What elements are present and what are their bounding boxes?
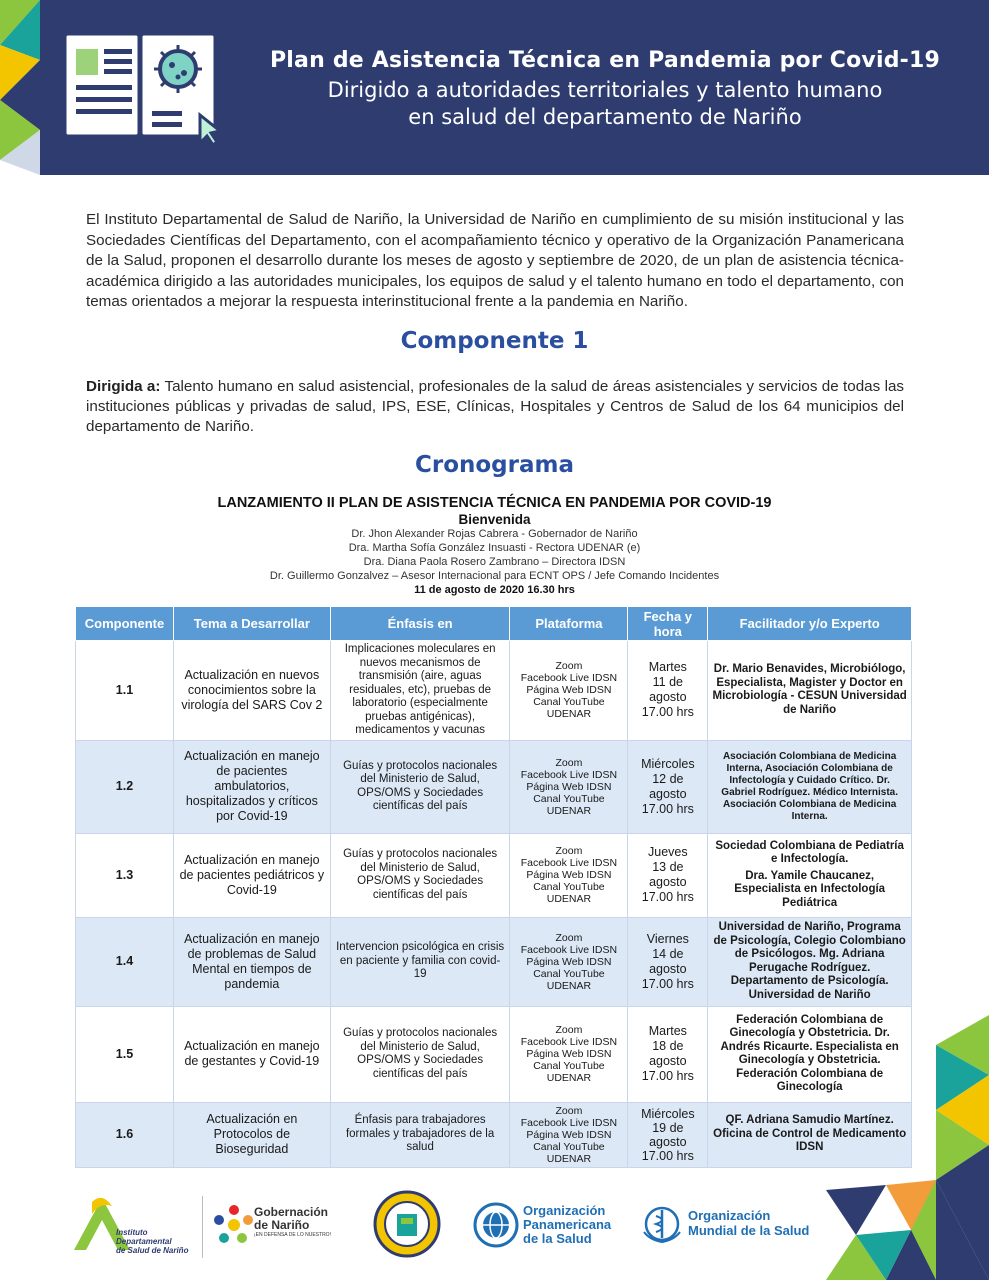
- fecha-hour: 17.00 hrs: [641, 801, 694, 816]
- table-row: [76, 1006, 912, 1102]
- fecha-month: agosto: [649, 1134, 687, 1149]
- platform-youtube: Canal YouTube: [533, 792, 605, 805]
- cell-componente: 1.5: [76, 1006, 174, 1102]
- cell-enfasis: Guías y protocolos nacionales del Ministerio de Salud, OPS/OMS y Sociedades científicas del país: [330, 1006, 510, 1102]
- platform-youtube: Canal YouTube: [533, 1060, 605, 1072]
- header-facilitador: Facilitador y/o Experto: [708, 607, 912, 641]
- header-plataforma: Plataforma: [510, 607, 628, 641]
- cell-enfasis: Énfasis para trabajadores formales y trabajadores de la salud: [330, 1102, 510, 1167]
- cell-facilitador: QF. Adriana Samudio Martínez. Oficina de Control de Medicamento IDSN: [708, 1102, 912, 1167]
- cell-plataforma: [510, 1102, 628, 1167]
- fecha-month: agosto: [649, 690, 687, 705]
- platform-web: Página Web IDSN: [526, 1128, 612, 1141]
- oms-emblem-icon: [640, 1204, 684, 1244]
- launch-title: LANZAMIENTO II PLAN DE ASISTENCIA TÉCNICA EN PANDEMIA POR COVID-19: [217, 495, 772, 511]
- fecha-day: Martes: [648, 1024, 687, 1038]
- cell-componente: 1.2: [76, 740, 174, 833]
- platform-web: Página Web IDSN: [526, 684, 612, 697]
- cell-tema: Actualización en nuevos conocimientos sobre la virología del SARS Cov 2: [173, 641, 330, 741]
- facilitador-org: Sociedad Colombiana de Pediatría e Infectología.: [715, 839, 904, 866]
- header-subtitle-1: Dirigido a autoridades territoriales y talento humano: [327, 78, 883, 102]
- document-virus-icon: [60, 25, 220, 145]
- platform-youtube: Canal YouTube: [533, 696, 605, 709]
- platform-youtube: Canal YouTube: [533, 1140, 605, 1153]
- ops-line1: Organización: [523, 1203, 606, 1218]
- logo-idsn: [72, 1190, 197, 1265]
- cell-plataforma: [510, 1006, 628, 1102]
- logo-oms: [640, 1204, 810, 1248]
- cell-enfasis: Intervencion psicológica en crisis en paciente y familia con covid-19: [330, 917, 510, 1006]
- platform-zoom: Zoom: [555, 1024, 583, 1036]
- platform-udenar: UDENAR: [546, 893, 592, 905]
- cell-tema: Actualización en manejo de pacientes ambulatorios, hospitalizados y críticos por Covid-19: [173, 740, 330, 833]
- header-componente: Componente: [76, 607, 174, 641]
- ops-line3: de la Salud: [523, 1231, 592, 1246]
- platform-facebook: Facebook Live IDSN: [520, 1036, 618, 1048]
- cell-plataforma: [510, 833, 628, 917]
- dirigida-paragraph: [86, 377, 904, 437]
- platform-facebook: Facebook Live IDSN: [520, 857, 618, 869]
- fecha-month: agosto: [649, 786, 687, 801]
- cronograma-heading: Cronograma: [414, 452, 574, 478]
- cell-facilitador: Dr. Mario Benavides, Microbiólogo, Especialista, Magister y Doctor en Microbiología - CESUN Universidad de Nariño: [708, 641, 912, 741]
- platform-facebook: Facebook Live IDSN: [520, 672, 618, 685]
- platform-facebook: Facebook Live IDSN: [520, 943, 618, 956]
- cell-facilitador: Federación Colombiana de Ginecología y Obstetricia. Dr. Andrés Ricaurte. Especialista en Ginecología y Obstetricia. Federación Colombiana de Ginecología: [708, 1006, 912, 1102]
- platform-udenar: UDENAR: [546, 1152, 592, 1165]
- fecha-num: 14 de: [652, 946, 684, 961]
- dirigida-text: Talento humano en salud asistencial, profesionales de la salud de áreas asistenciales y servicios de todas las instituciones públicas y privadas de salud, IPS, ESE, Clínicas, Hospitales y Centros de Salud de los 64 municipios del departamento de Nariño.: [86, 378, 905, 435]
- header-tema: Tema a Desarrollar: [173, 607, 330, 641]
- ops-line2: Panamericana: [523, 1217, 612, 1232]
- header-fecha: [628, 607, 708, 641]
- cell-tema: Actualización en manejo de pacientes pediátricos y Covid-19: [173, 833, 330, 917]
- platform-udenar: UDENAR: [546, 708, 592, 721]
- platform-zoom: Zoom: [555, 845, 583, 857]
- udenar-seal-icon: [373, 1190, 441, 1258]
- fecha-hour: 17.00 hrs: [641, 976, 694, 991]
- fecha-hour: 17.00 hrs: [641, 1148, 694, 1163]
- fecha-hour: 17.00 hrs: [641, 1069, 694, 1083]
- platform-web: Página Web IDSN: [526, 1048, 612, 1060]
- cell-fecha: [628, 740, 708, 833]
- dirigida-label: Dirigida a:: [86, 378, 161, 395]
- platform-udenar: UDENAR: [546, 979, 592, 992]
- platform-zoom: Zoom: [555, 756, 583, 769]
- idsn-line3: de Salud de Nariño: [116, 1246, 189, 1255]
- fecha-num: 19 de: [652, 1120, 684, 1135]
- ops-globe-icon: [473, 1202, 519, 1248]
- platform-web: Página Web IDSN: [526, 955, 612, 968]
- cell-facilitador: Asociación Colombiana de Medicina Interna, Asociación Colombiana de Infectología y Cuidado Crítico. Dr. Gabriel Rodríguez. Médico Internista. Asociación Colombiana de Medicina Interna.: [708, 740, 912, 833]
- fecha-num: 11 de: [652, 675, 683, 690]
- header-banner: [0, 0, 989, 175]
- fecha-day: Miércoles: [641, 756, 695, 771]
- cell-componente: 1.1: [76, 641, 174, 741]
- cell-tema: Actualización en Protocolos de Bioseguridad: [173, 1102, 330, 1167]
- facilitador-person: Dra. Yamile Chaucanez, Especialista en Infectología Pediátrica: [734, 869, 886, 909]
- launch-date: 11 de agosto de 2020 16.30 hrs: [414, 584, 575, 596]
- cell-facilitador: [708, 833, 912, 917]
- cell-tema: Actualización en manejo de problemas de Salud Mental en tiempos de pandemia: [173, 917, 330, 1006]
- fecha-hour: 17.00 hrs: [641, 705, 694, 720]
- fecha-num: 13 de: [652, 860, 684, 874]
- cell-fecha: [628, 1006, 708, 1102]
- platform-facebook: Facebook Live IDSN: [520, 768, 618, 781]
- header-fecha-l1: Fecha y: [643, 608, 693, 624]
- header-fecha-l2: hora: [653, 623, 682, 639]
- table-row: [76, 833, 912, 917]
- platform-web: Página Web IDSN: [526, 780, 612, 793]
- fecha-day: Jueves: [648, 845, 688, 859]
- cell-plataforma: [510, 641, 628, 741]
- table-row: [76, 641, 912, 741]
- table-row: [76, 1102, 912, 1167]
- gobernacion-star-icon: [212, 1202, 256, 1246]
- platform-zoom: Zoom: [555, 1104, 583, 1117]
- cell-componente: 1.6: [76, 1102, 174, 1167]
- launch-block: [0, 495, 989, 597]
- platform-facebook: Facebook Live IDSN: [520, 1116, 618, 1129]
- fecha-day: Viernes: [646, 931, 689, 946]
- component-heading: Componente 1: [400, 328, 589, 354]
- cell-fecha: [628, 833, 708, 917]
- platform-zoom: Zoom: [555, 660, 583, 673]
- header-enfasis: Énfasis en: [330, 607, 510, 641]
- fecha-month: agosto: [649, 1054, 687, 1068]
- logo-gobernacion: [212, 1200, 342, 1250]
- cell-enfasis: Guías y protocolos nacionales del Ministerio de Salud, OPS/OMS y Sociedades científicas del país: [330, 833, 510, 917]
- oms-line1: Organización: [688, 1208, 771, 1223]
- table-row: [76, 740, 912, 833]
- gobernacion-tagline: ¡EN DEFENSA DE LO NUESTRO!: [254, 1232, 331, 1238]
- schedule-table: [75, 606, 912, 1168]
- cell-plataforma: [510, 917, 628, 1006]
- cell-facilitador: Universidad de Nariño, Programa de Psicología, Colegio Colombiano de Psicólogos. Mg. Adriana Perugache Rodríguez. Departamento de Psicología. Universidad de Nariño: [708, 917, 912, 1006]
- speaker-4: Dr. Guillermo Gonzalvez – Asesor Internacional para ECNT OPS / Jefe Comando Incidentes: [269, 570, 720, 582]
- fecha-month: agosto: [649, 875, 687, 889]
- idsn-line1: Instituto: [116, 1228, 148, 1237]
- speaker-1: Dr. Jhon Alexander Rojas Cabrera - Gobernador de Nariño: [351, 528, 638, 540]
- fecha-day: Miércoles: [641, 1106, 695, 1121]
- cell-fecha: [628, 917, 708, 1006]
- cell-enfasis: Guías y protocolos nacionales del Ministerio de Salud, OPS/OMS y Sociedades científicas del país: [330, 740, 510, 833]
- cell-componente: 1.3: [76, 833, 174, 917]
- header-main-title: Plan de Asistencia Técnica en Pandemia por Covid-19: [269, 48, 941, 73]
- footer-divider: [202, 1196, 203, 1258]
- cell-fecha: [628, 1102, 708, 1167]
- launch-welcome: Bienvenida: [458, 512, 531, 527]
- platform-youtube: Canal YouTube: [533, 967, 605, 980]
- cell-componente: 1.4: [76, 917, 174, 1006]
- gobernacion-line2: de Nariño: [254, 1218, 310, 1232]
- platform-youtube: Canal YouTube: [533, 881, 605, 893]
- cell-enfasis: Implicaciones moleculares en nuevos mecanismos de transmisión (aire, aguas residuales, etc), pruebas de laboratorio (especialmente pruebas antigénicas), medicamentos y vacunas: [330, 641, 510, 741]
- fecha-num: 12 de: [652, 771, 684, 786]
- platform-udenar: UDENAR: [546, 1072, 592, 1084]
- cell-tema: Actualización en manejo de gestantes y Covid-19: [173, 1006, 330, 1102]
- idsn-line2: Departamental: [116, 1237, 172, 1246]
- logo-ops: [473, 1202, 623, 1252]
- cell-fecha: [628, 641, 708, 741]
- intro-paragraph: El Instituto Departamental de Salud de Nariño, la Universidad de Nariño en cumplimiento de su misión institucional y las Sociedades Científicas del Departamento, con el acompañamiento técnico y operativo de la Organización Panamericana de la Salud, proponen el desarrollo durante los meses de agosto y septiembre de 2020, de un plan de asistencia técnica-académica dirigido a las autoridades municipales, los equipos de salud y el talento humano en todo el departamento, con temas orientados a mejorar la respuesta interinstitucional frente a la pandemia en Nariño.: [86, 211, 904, 310]
- header-title: [240, 48, 970, 131]
- cell-plataforma: [510, 740, 628, 833]
- gobernacion-line1: Gobernación: [254, 1205, 329, 1219]
- oms-line2: Mundial de la Salud: [688, 1223, 810, 1238]
- speaker-2: Dra. Martha Sofía González Insuasti - Rectora UDENAR (e): [348, 542, 641, 554]
- table-row: [76, 917, 912, 1006]
- speaker-3: Dra. Diana Paola Rosero Zambrano – Directora IDSN: [363, 556, 626, 568]
- header-subtitle-2: en salud del departamento de Nariño: [408, 105, 802, 129]
- footer-logos: [0, 1180, 989, 1280]
- platform-zoom: Zoom: [555, 931, 583, 944]
- fecha-num: 18 de: [652, 1039, 684, 1053]
- fecha-day: Martes: [648, 660, 687, 675]
- fecha-month: agosto: [649, 961, 687, 976]
- platform-udenar: UDENAR: [546, 804, 592, 817]
- platform-web: Página Web IDSN: [526, 869, 612, 881]
- fecha-hour: 17.00 hrs: [641, 890, 694, 904]
- table-header-row: [76, 607, 912, 641]
